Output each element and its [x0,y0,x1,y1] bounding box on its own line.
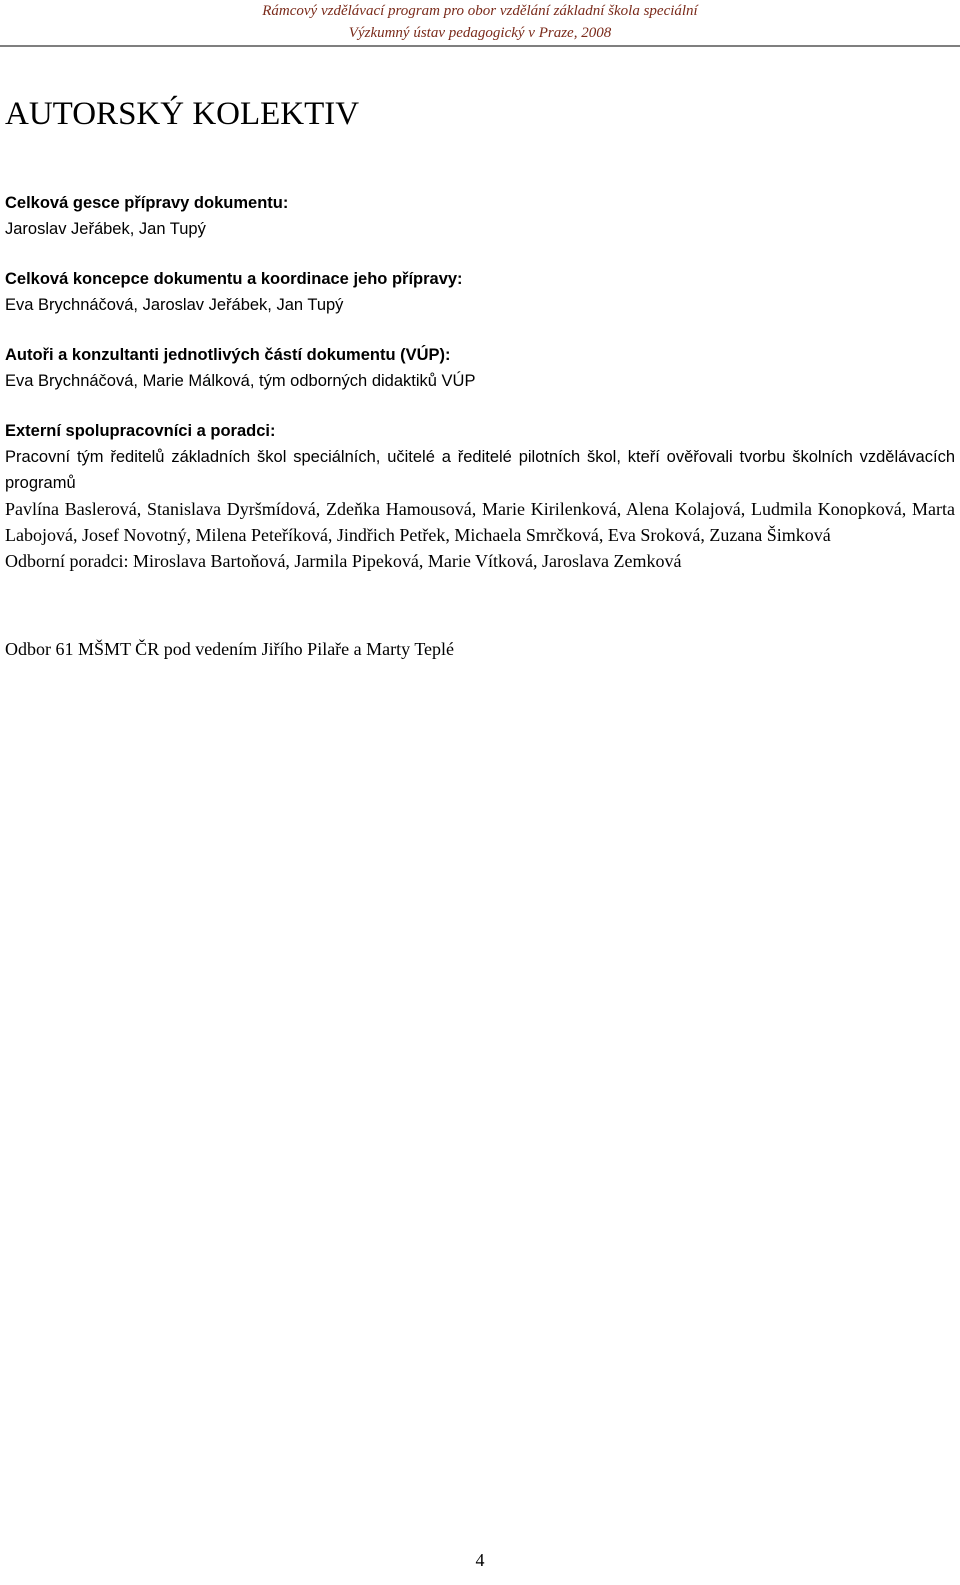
section-overall-responsibility [5,190,955,242]
external-team-text: Pracovní tým ředitelů základních škol speciálních, učitelé a ředitelé pilotních škol, kteří ověřovali tvorbu školních vzdělávacích programů [5,448,955,492]
section-heading: Autoři a konzultanti jednotlivých částí dokumentu (VÚP): [5,346,451,364]
page-number: 4 [475,1550,485,1570]
header-divider [0,45,960,47]
document-body [5,190,955,574]
ministry-department: Odbor 61 MŠMT ČR pod vedením Jiřího Pilaře a Marty Teplé [5,639,455,659]
external-advisors-text: Odborní poradci: Miroslava Bartoňová, Jarmila Pipeková, Marie Vítková, Jaroslava Zemková [5,551,682,571]
section-heading: Celková gesce přípravy dokumentu: [5,194,289,212]
section-text: Eva Brychnáčová, Jaroslav Jeřábek, Jan Tupý [5,296,344,314]
external-names-text: Pavlína Baslerová, Stanislava Dyršmídová, Zdeňka Hamousová, Marie Kirilenková, Alena Kolajová, Ludmila Konopková, Marta Labojová, Josef Novotný, Milena Peteříková, Jindřich Petřek, Michaela Smrčková, Eva Sroková, Zuzana Šimková [5,499,955,545]
section-text: Eva Brychnáčová, Marie Málková, tým odborných didaktiků VÚP [5,372,476,390]
section-concept [5,266,955,318]
header-institute: Výzkumný ústav pedagogický v Praze, 2008 [348,25,612,41]
running-header [0,0,960,44]
page-title: AUTORSKÝ KOLEKTIV [5,96,360,132]
section-heading: Externí spolupracovníci a poradci: [5,422,276,440]
section-text: Jaroslav Jeřábek, Jan Tupý [5,220,206,238]
section-authors [5,342,955,394]
header-program-title: Rámcový vzdělávací program pro obor vzdělání základní škola speciální [262,3,698,19]
section-heading: Celková koncepce dokumentu a koordinace jeho přípravy: [5,270,463,288]
section-external [5,418,955,574]
